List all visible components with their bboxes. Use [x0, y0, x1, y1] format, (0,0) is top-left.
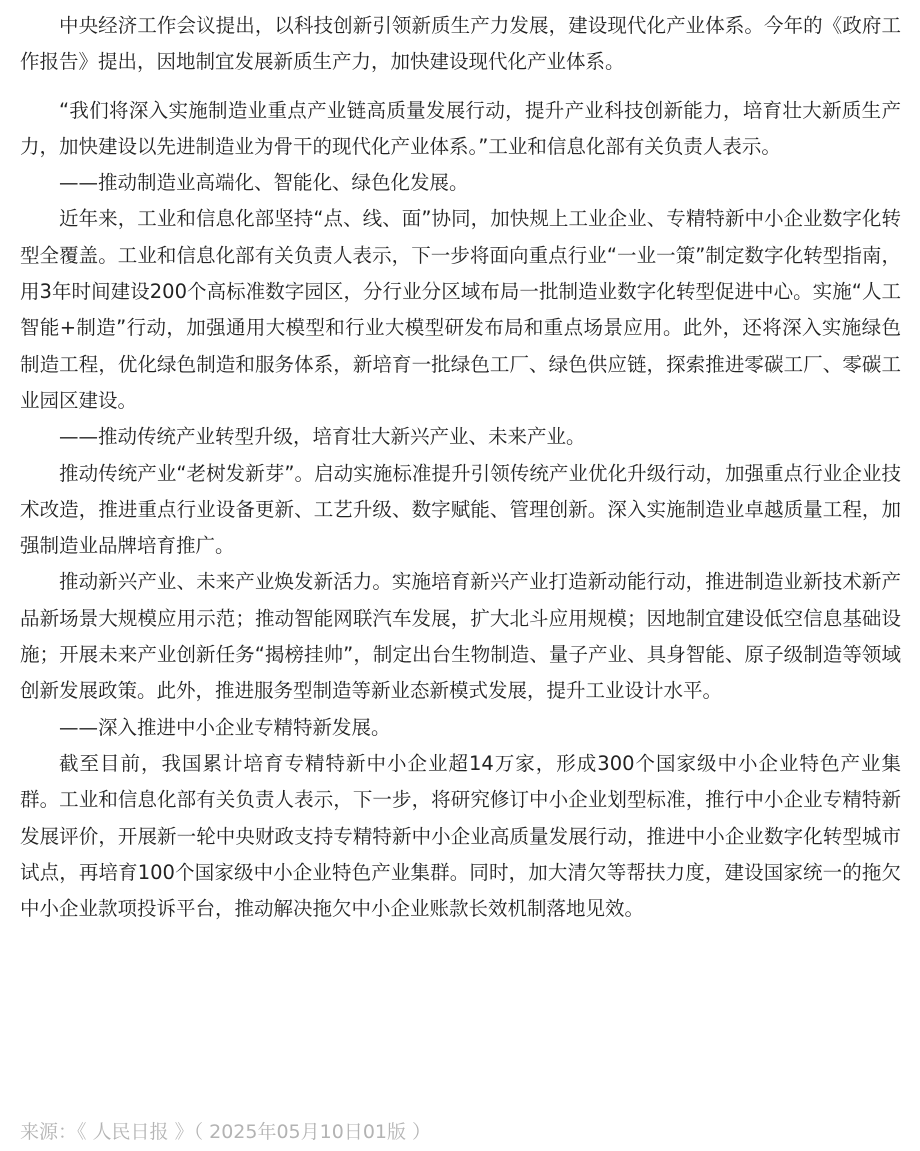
paragraph-digital-transformation: 近年来，工业和信息化部坚持“点、线、面”协同，加快规上工业企业、专精特新中小企业数字化转型全覆盖。工业和信息化部有关负责人表示，下一步将面向重点行业“一业一策”制定数字化转型指南，用3年时间建设200个高标准数字园区，分行业分区域布局一批制造业数字化转型促进中心。实施“人工智能+制造”行动，加强通用大模型和行业大模型研发布局和重点场景应用。此外，还将深入实施绿色制造工程，优化绿色制造和服务体系，新培育一批绿色工厂、绿色供应链，探索推进零碳工厂、零碳工业园区建设。 — [20, 207, 901, 412]
section-heading-sme: ——深入推进中小企业专精特新发展。 — [59, 715, 391, 739]
article-body — [20, 0, 901, 927]
paragraph-emerging-industry: 推动新兴产业、未来产业焕发新活力。实施培育新兴产业打造新动能行动，推进制造业新技术新产品新场景大规模应用示范；推动智能网联汽车发展，扩大北斗应用规模；因地制宜建设低空信息基础设施；开展未来产业创新任务“揭榜挂帅”，制定出台生物制造、量子产业、具身智能、原子级制造等领域创新发展政策。此外，推进服务型制造等新业态新模式发展，提升工业设计水平。 — [20, 570, 901, 703]
paragraph-sme: 截至目前，我国累计培育专精特新中小企业超14万家，形成300个国家级中小企业特色产业集群。工业和信息化部有关负责人表示，下一步，将研究修订中小企业划型标准，推行中小企业专精特新发展评价，开展新一轮中央财政支持专精特新中小企业高质量发展行动，推进中小企业数字化转型城市试点，再培育100个国家级中小企业特色产业集群。同时，加大清欠等帮扶力度，建设国家统一的拖欠中小企业款项投诉平台，推动解决拖欠中小企业账款长效机制落地见效。 — [20, 751, 901, 921]
paragraph-quote: “我们将深入实施制造业重点产业链高质量发展行动，提升产业科技创新能力，培育壮大新质生产力，加快建设以先进制造业为骨干的现代化产业体系。”工业和信息化部有关负责人表示。 — [20, 98, 901, 158]
section-heading-manufacturing: ——推动制造业高端化、智能化、绿色化发展。 — [59, 171, 469, 195]
paragraph-traditional-industry: 推动传统产业“老树发新芽”。启动实施标准提升引领传统产业优化升级行动，加强重点行业企业技术改造，推进重点行业设备更新、工艺升级、数字赋能、管理创新。深入实施制造业卓越质量工程，加强制造业品牌培育推广。 — [20, 461, 901, 558]
section-heading-industry-upgrade: ——推动传统产业转型升级，培育壮大新兴产业、未来产业。 — [59, 425, 586, 449]
paragraph-intro: 中央经济工作会议提出，以科技创新引领新质生产力发展，建设现代化产业体系。今年的《政府工作报告》提出，因地制宜发展新质生产力，加快建设现代化产业体系。 — [20, 14, 901, 74]
source-line: 来源：《 人民日报 》（ 2025年05月10日01版 ） — [20, 1121, 432, 1143]
